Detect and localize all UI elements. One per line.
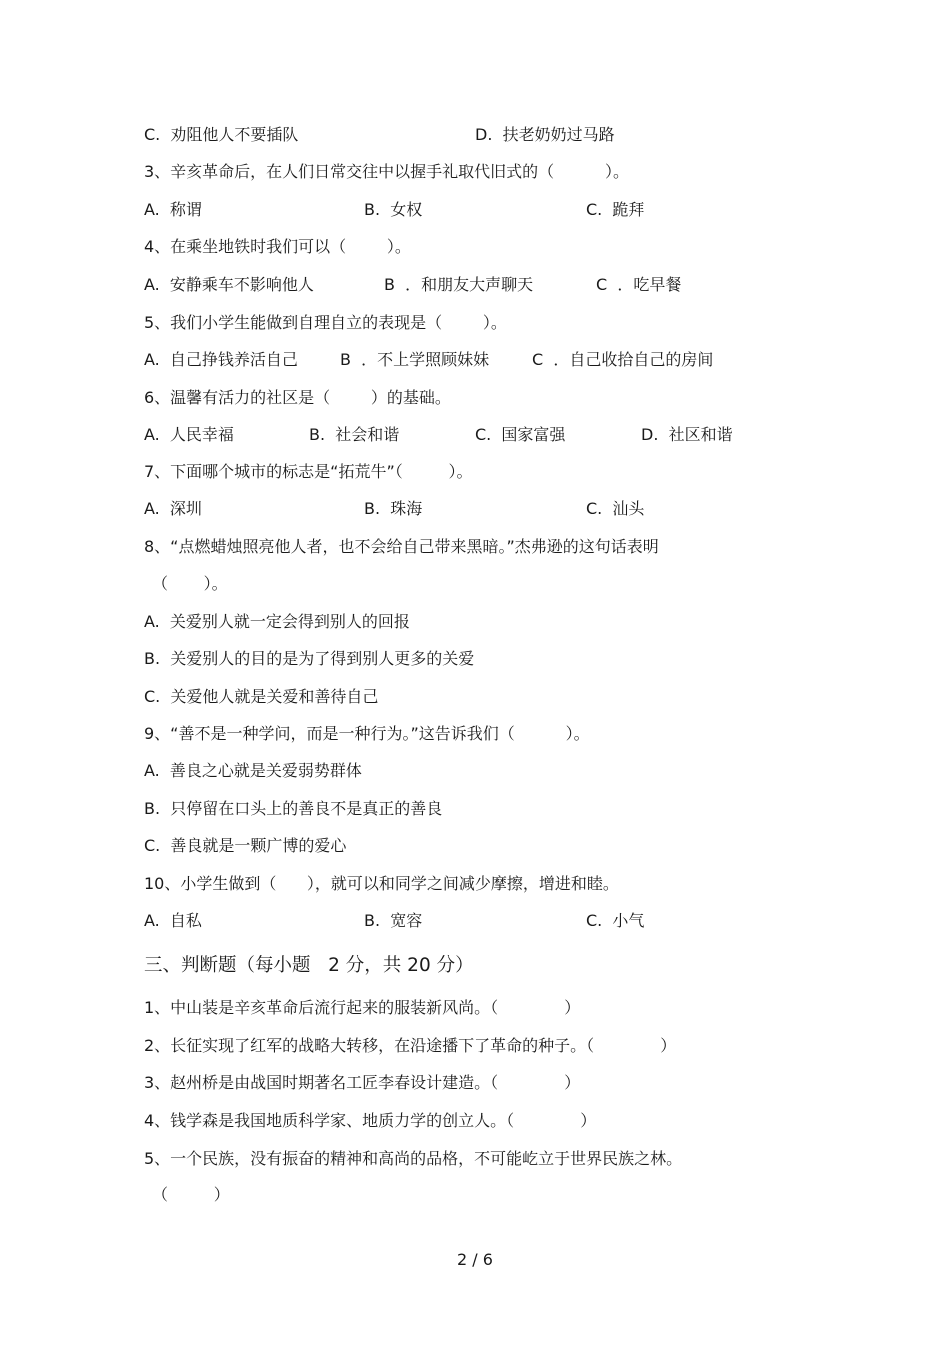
question-6: 6、温馨有活力的社区是（ ）的基础。 xyxy=(144,388,451,407)
judgement-5-blank: （ ） xyxy=(152,1185,230,1204)
option-b: B. 只停留在口头上的善良不是真正的善良 xyxy=(144,799,443,818)
option-b: B. 关爱别人的目的是为了得到别人更多的关爱 xyxy=(144,649,475,668)
option-c: C. 小气 xyxy=(586,911,645,930)
judgement-4: 4、钱学森是我国地质科学家、地质力学的创立人。（ ） xyxy=(144,1111,597,1130)
option-c: C. 跪拜 xyxy=(586,200,645,219)
judgement-2: 2、长征实现了红军的战略大转移，在沿途播下了革命的种子。（ ） xyxy=(144,1036,677,1055)
question-10: 10、小学生做到（ ），就可以和同学之间减少摩擦，增进和睦。 xyxy=(144,874,619,893)
option-c: C. 国家富强 xyxy=(475,425,566,444)
option-c: C. 善良就是一颗广博的爱心 xyxy=(144,836,347,855)
option-a: A. 关爱别人就一定会得到别人的回报 xyxy=(144,612,410,631)
judgement-1: 1、中山装是辛亥革命后流行起来的服装新风尚。（ ） xyxy=(144,998,581,1017)
option-b: B. 女权 xyxy=(364,200,423,219)
judgement-3: 3、赵州桥是由战国时期著名工匠李春设计建造。（ ） xyxy=(144,1073,581,1092)
option-b: B. 宽容 xyxy=(364,911,423,930)
option-a: A. 人民幸福 xyxy=(144,425,234,444)
question-4: 4、在乘坐地铁时我们可以（ ）。 xyxy=(144,237,411,256)
page-number: 2 / 6 xyxy=(457,1250,493,1269)
question-9: 9、“善不是一种学问，而是一种行为。”这告诉我们（ ）。 xyxy=(144,724,590,743)
question-7: 7、下面哪个城市的标志是“拓荒牛”（ ）。 xyxy=(144,462,473,481)
judgement-5: 5、一个民族，没有振奋的精神和高尚的品格，不可能屹立于世界民族之林。 xyxy=(144,1149,683,1168)
option-a: A. 深圳 xyxy=(144,499,202,518)
option-c: C ．吃早餐 xyxy=(596,275,682,294)
question-5: 5、我们小学生能做到自理自立的表现是（ ）。 xyxy=(144,313,507,332)
option-d: D. 扶老奶奶过马路 xyxy=(475,125,615,144)
option-c: C ．自己收拾自己的房间 xyxy=(532,350,714,369)
option-c: C. 劝阻他人不要插队 xyxy=(144,125,299,144)
option-b: B. 社会和谐 xyxy=(309,425,400,444)
option-b: B ．和朋友大声聊天 xyxy=(384,275,534,294)
option-a: A. 安静乘车不影响他人 xyxy=(144,275,314,294)
section-heading: 三、判断题（每小题 2 分，共 20 分） xyxy=(144,955,474,976)
option-b: B ．不上学照顾妹妹 xyxy=(340,350,490,369)
question-8: 8、“点燃蜡烛照亮他人者，也不会给自己带来黑暗。”杰弗逊的这句话表明 xyxy=(144,537,659,556)
option-b: B. 珠海 xyxy=(364,499,423,518)
option-d: D. 社区和谐 xyxy=(641,425,733,444)
option-c: C. 汕头 xyxy=(586,499,645,518)
question-8-blank: （ ）。 xyxy=(152,574,228,593)
question-3: 3、辛亥革命后，在人们日常交往中以握手礼取代旧式的（ ）。 xyxy=(144,162,630,181)
option-a: A. 自己挣钱养活自己 xyxy=(144,350,298,369)
option-a: A. 自私 xyxy=(144,911,202,930)
option-a: A. 善良之心就是关爱弱势群体 xyxy=(144,761,362,780)
option-c: C. 关爱他人就是关爱和善待自己 xyxy=(144,687,379,706)
option-a: A. 称谓 xyxy=(144,200,202,219)
